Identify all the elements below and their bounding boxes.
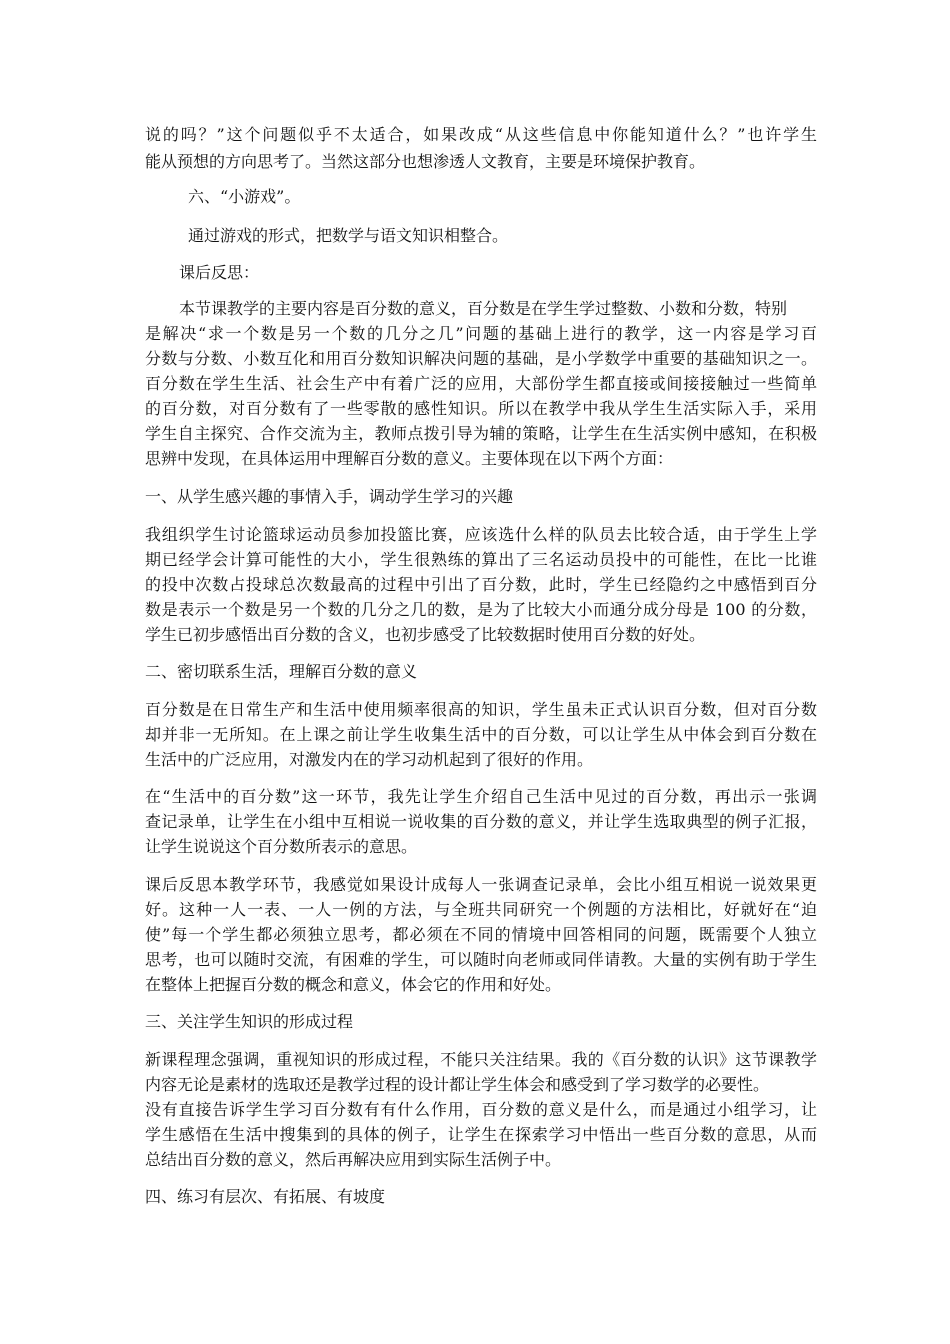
text-line: 思辨中发现，在具体运用中理解百分数的意义。主要体现在以下两个方面： [145,449,674,468]
section-heading: 六、“小游戏”。 [188,187,301,206]
text-line: 期已经学会计算可能性的大小，学生很熟练的算出了三名运动员投中的可能性，在比一比谁 [145,550,817,569]
text-line: 在“生活中的百分数”这一环节，我先让学生介绍自己生活中见过的百分数，再出示一张调 [145,787,817,806]
text-line: 却并非一无所知。在上课之前让学生收集生活中的百分数，可以让学生从中体会到百分数在 [145,725,817,744]
text-line: 总结出百分数的意义，然后再解决应用到实际生活例子中。 [145,1150,562,1169]
text-line: 百分数是在日常生产和生活中使用频率很高的知识，学生虽未正式认识百分数，但对百分数 [145,700,817,719]
text-line: 的百分数，对百分数有了一些零散的感性知识。所以在教学中我从学生生活实际入手，采用 [145,399,817,418]
text-line: 的投中次数占投球总次数最高的过程中引出了百分数，此时，学生已经隐约之中感悟到百分 [145,575,817,594]
text-line: 数是表示一个数是另一个数的几分之几的数，是为了比较大小而通分成分母是 100 的分数， [145,600,817,619]
text-line: 百分数在学生生活、社会生产中有着广泛的应用，大部份学生都直接或间接接触过一些简单 [145,374,817,393]
text-line: 没有直接告诉学生学习百分数有有什么作用，百分数的意义是什么，而是通过小组学习，让 [145,1100,817,1119]
text-line: 在整体上把握百分数的概念和意义，体会它的作用和好处。 [145,975,562,994]
text-line: 能从预想的方向思考了。当然这部分也想渗透人文教育，主要是环境保护教育。 [145,152,706,171]
section-heading: 三、关注学生知识的形成过程 [145,1012,354,1031]
text-line: 我组织学生讨论篮球运动员参加投篮比赛，应该选什么样的队员去比较合适，由于学生上学 [145,525,817,544]
section-heading: 课后反思： [179,263,260,282]
text-line: 本节课教学的主要内容是百分数的意义，百分数是在学生学过整数、小数和分数，特别 [179,299,788,318]
text-line: 查记录单，让学生在小组中互相说一说收集的百分数的意义，并让学生选取典型的例子汇报， [145,812,817,831]
text-line: 分数与分数、小数互化和用百分数知识解决问题的基础，是小学数学中重要的基础知识之一。 [145,349,817,368]
text-line: 说的吗？”这个问题似乎不太适合，如果改成“从这些信息中你能知道什么？”也许学生 [145,125,817,144]
section-heading: 四、练习有层次、有拓展、有坡度 [145,1187,386,1206]
text-line: 是解决“求一个数是另一个数的几分之几”问题的基础上进行的教学，这一内容是学习百 [145,324,817,343]
text-line: 学生感悟在生活中搜集到的具体的例子，让学生在探索学习中悟出一些百分数的意思，从而 [145,1125,817,1144]
text-line: 思考，也可以随时交流，有困难的学生，可以随时向老师或同伴请教。大量的实例有助于学生 [145,950,817,969]
text-line: 学生自主探究、合作交流为主，教师点拨引导为辅的策略，让学生在生活实例中感知，在积极 [145,424,817,443]
text-line: 学生已初步感悟出百分数的含义，也初步感受了比较数据时使用百分数的好处。 [145,625,706,644]
text-line: 生活中的广泛应用，对激发内在的学习动机起到了很好的作用。 [145,750,594,769]
section-heading: 一、从学生感兴趣的事情入手，调动学生学习的兴趣 [145,487,514,506]
text-line: 让学生说说这个百分数所表示的意思。 [145,837,418,856]
text-line: 新课程理念强调，重视知识的形成过程，不能只关注结果。我的《百分数的认识》这节课教学 [145,1050,817,1069]
text-line: 好。这种一人一表、一人一例的方法，与全班共同研究一个例题的方法相比，好就好在“迫 [145,900,817,919]
text-line: 课后反思本教学环节，我感觉如果设计成每人一张调查记录单，会比小组互相说一说效果更 [145,875,817,894]
text-line: 使”每一个学生都必须独立思考，都必须在不同的情境中回答相同的问题，既需要个人独立 [145,925,817,944]
section-heading: 二、密切联系生活，理解百分数的意义 [145,662,418,681]
text-line: 内容无论是素材的选取还是教学过程的设计都让学生体会和感受到了学习数学的必要性。 [145,1075,770,1094]
text-line: 通过游戏的形式，把数学与语文知识相整合。 [188,226,509,245]
